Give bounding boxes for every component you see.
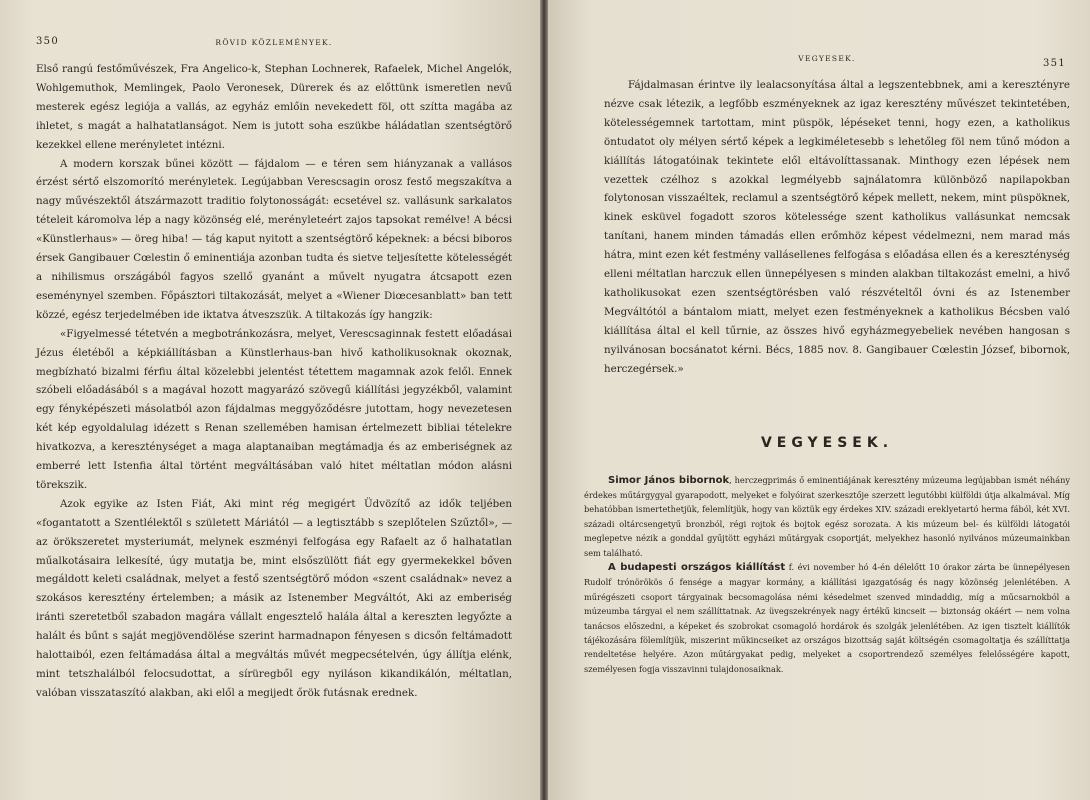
- book-gutter: [540, 0, 548, 800]
- left-paragraph: A modern korszak bűnei között — fájdalom — e téren sem hiányzanak a vallásos érzést sértő elszomorító merényletek. Legújabban Verescsagin orosz festő megszakítva a nagy művészektől átszármazott traditio folytonosságát: ecsetével sz. vallásunk sarkalatos tételeit káromolva lép a nagy közönség elé, merényleteért zajos tapsokat remélve! A bécsi «Künstlerhaus» — öreg hiba! — tág kaput nyitott a szentségtörő képeknek: a bécsi biboros érsek Gangibauer Cœlestin ő eminentiája azonban tudta és sietve teljesítette kötelességét a nihilismus országából fagyos szellő gyanánt a művelt nyugatra átcsapott ezen eseménynyel szemben. Főpásztori tiltakozását, melyet a «Wiener Diœcesanblatt» ban tett közzé, egész terjedelmében ide iktatva átveszszük. A tiltakozás így hangzik:: [36, 157, 512, 321]
- left-page: [0, 0, 540, 800]
- news-lead: A budapesti országos kiállítást: [608, 561, 786, 573]
- news-text: , herczegprimás ő eminentiájának keresztény múzeuma legújabban ismét néhány érdekes műtárgygyal gyarapodott, melyeket e folyóirat szerkesztője szerzett legutóbbi külföldi útja alkalmával. Míg behatóbban ismertethetjük, felemlítjük, hogy van köztük egy érdekes XIV. századi ereklyetartó herma fából, két XVI. századi oltárcsengetyű bronzból, régi rojtok és bojtok egész sorozata. A kis múzeum bel- és külföldi látogatói meglepetve nézik a gonddal gyűjtött egyházi műtárgyak csoportját, melyekhez hasonló nyilvános múzeumainkban sem található.: [584, 474, 1070, 558]
- right-running-head: [584, 54, 1070, 70]
- right-running-title: VEGYESEK.: [798, 54, 856, 63]
- news-lead: Simor János bibornok: [608, 474, 730, 486]
- left-paragraph: Azok egyike az Isten Fiát, Aki mint rég megigért Üdvözítő az idők teljében «fogantatott a Szentlélektől s született Máriától — a legtisztább s szeplőtelen Szűztől», — az örökszeretet mysteriumát, melynek eszményi felfogása egy Rafaelt az ő halhatatlan műalkotásaira lelkesíté, úgy mutatja be, mint elsőszülött fiát egy gyermekekkel bőven megáldott keleti családnak, melyet a festő szentségtörő módon «szent családnak» nevez a szokásos keresztény értelemben; a másik az Istenember Megváltót, Aki az emberiség iránti szeretetből szabadon magára vállalt engesztelő halála által a kereszten legyőzte a halált és bűnt s saját megjövendölése szerint harmadnapon fényesen s dicsőn feltámadott halottaiból, ezen feltámadása által a megváltás művét megpecsételvén, úgy állítja elénk, mint tetszhalálból felocsudottat, a sírüregből egy nyiláson kikandikálón, méltatlan, valóban visszataszító alakban, aki elől a megijedt őrök futásnak erednek.: [36, 497, 512, 699]
- right-page-number: 351: [1043, 58, 1066, 69]
- left-running-title: RÖVID KÖZLEMÉNYEK.: [215, 38, 333, 47]
- news-item: [584, 473, 1070, 560]
- right-page: [548, 0, 1090, 800]
- left-paragraph: «Figyelmessé tétetvén a megbotránkozásra, melyet, Verescsaginnak festett előadásai Jézus életéből a képkiállításban a Künstlerhaus-ban hivő katholikusoknak okoznak, megbízható bizalmi férfiu által közelebbi jelentést tétettem magamnak azok felől. Ennek szóbeli előadásából s a magával hozott magyarázó szövegű kiállítási jegyzékből, valamint egy fényképészeti másolatból azon fájdalmas meggyőződésre jutottam, hogy nevezetesen két kép egyoldalulag idézett s Renan szellemében hamisan értelmezett bibliai tételekre hivatkozva, a kereszténységet a maga alaptanaiban megtámadja és az emberiségnek az emberré lett Istenfia által történt megváltásában való hitet méltatlan módon alásni törekszik.: [36, 327, 512, 491]
- letter-paragraph: Fájdalmasan érintve ily lealacsonyítása által a legszentebbnek, ami a keresztényre nézve csak létezik, a legfőbb eszményeknek az igaz keresztény művészet tekintetében, kötelességemnek tartottam, mint püspök, lépéseket tenni, hogy ezen, a katholikus öntudatot oly mélyen sértő képek a legkiméletesebb s lehetőleg föl nem tűnő módon a kiállítás látogatóinak tekintete elől eltávolíttassanak. Minthogy ezen lépések nem vezettek czélhoz s azokkal legmélyebb sajnálatomra különböző napilapokban folytonosan visszaéltek, reclamul a szentségtörő képek mellett, nekem, mint püspöknek, kinek esküvel fogadott szoros kötelessége szent katholikus vallásunkat nemcsak tanítani, hanem minden támadás ellen erőmhöz képest védelmezni, nem marad más hátra, mint ezen két festmény vallásellenes felfogása s előadása ellen és a kereszténység elleni méltatlan harczuk ellen ünnepélyesen s minden alakban tiltakozást emelni, a hivő katholikusokat ezen szentségtörésben való részvételtől óvni és az Istenember Megváltótól a bántalom miatt, melyet ezen festményeknek a katholikus Bécsben való kiállítása által el kell tűrnie, az összes hivő egyházmegyebeliek nevében hangosan s nyilvánosan bocsánatot kérni. Bécs, 1885 nov. 8. Gangibauer Cœlestin József, bibornok, herczegérsek.»: [604, 79, 1070, 375]
- section-title: VEGYESEK.: [760, 434, 894, 451]
- left-page-number: 350: [36, 36, 59, 47]
- left-running-head: [36, 38, 512, 54]
- letter-continuation: [604, 76, 1070, 379]
- left-paragraph: Első rangú festőművészek, Fra Angelico-k, Stephan Lochnerek, Rafaelek, Michel Angelók, Wohlgemuthok, Memlingek, Paolo Veronesek, Dürerek és az előttünk ismeretlen nevű mesterek egész legiója a vallás, az egyház emlőin nevekedett föl, ott szítta magába az ihletet, s magát a halhatatlanságot. Nem is jutott soha eszükbe háládatlan szentségtörő kezekkel ellene merényletet intézni.: [36, 63, 512, 151]
- news-item: [584, 560, 1070, 676]
- news-section: [584, 473, 1070, 677]
- news-text: f. évi november hó 4-én délelőtt 10 órakor zárta be ünnepélyesen Rudolf trónörökös ő fensége a magyar kormány, a kiállítási igazgatóság és nagy közönség jelenlétében. A műrégészeti csoport tárgyainak becsomagolása némi késedelmet szenved mindaddig, míg a műcsarnokból a múzeumba tárgyai el nem szállíttatnak. Az üvegszekrények nagy értékű kincseit — biztonság okáért — nem volna tanácsos előszedni, a képeket és szobrokat csomagoló hordárok és szolgák jelenlétében. Az igen tisztelt kiállítók tájékozására fölemlítjük, miszerint műkincseiket az országos bizottság saját költségén csomagoltatja és szállíttatja rendeltetése helyére. Azon műtárgyakat pedig, melyeket a csoportrendező személyes felelősségére kapott, személyesen fogja visszavinni tulajdonosaiknak.: [584, 561, 1070, 674]
